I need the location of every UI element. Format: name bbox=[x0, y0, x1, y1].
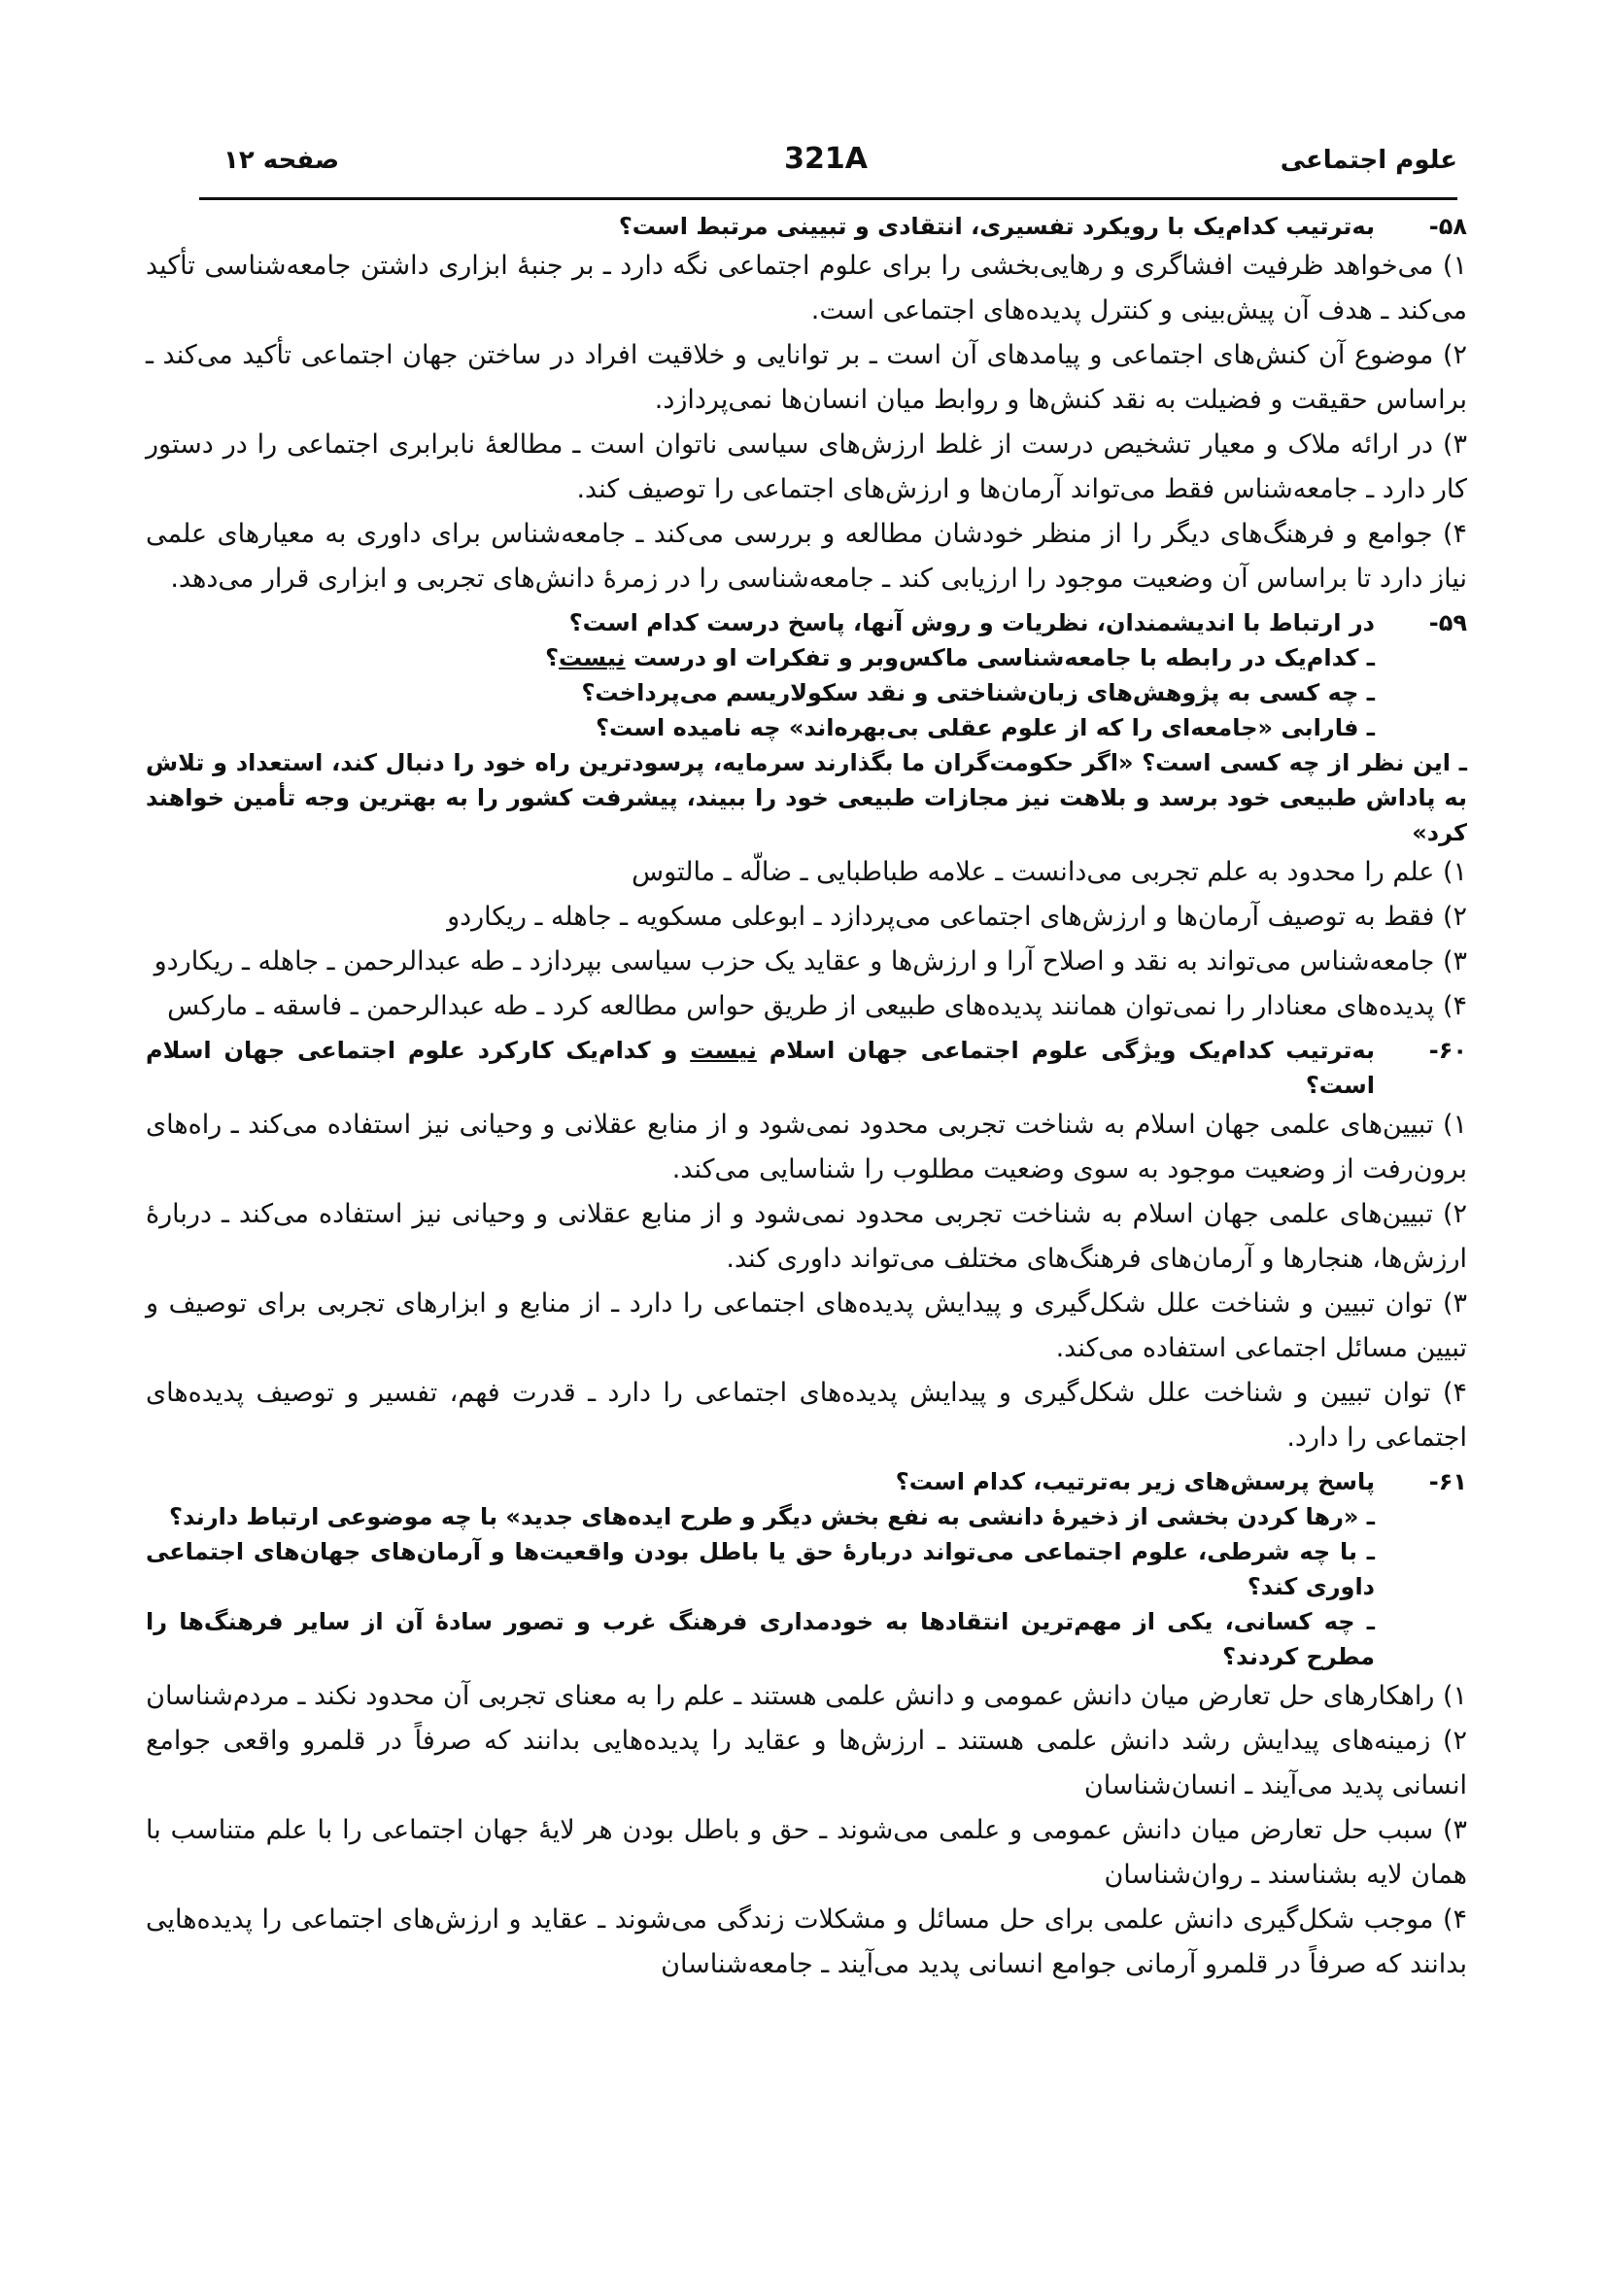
option-1: ۱) علم را محدود به علم تجربی می‌دانست ـ علامه طباطبایی ـ ضالّه ـ مالتوس bbox=[632, 857, 1467, 887]
sub-question-1 bbox=[146, 640, 1375, 675]
questions-container bbox=[146, 209, 1467, 1991]
question-stem bbox=[146, 1033, 1375, 1103]
option-2: ۲) تبیین‌های علمی جهان اسلام به شناخت تجربی محدود نمی‌شود و از منابع عقلانی و وحیانی نیز استفاده می‌کند ـ دربارهٔ ارزش‌ها، هنجارها و آرمان‌های فرهنگ‌های مختلف می‌تواند داوری کند. bbox=[146, 1199, 1467, 1274]
option-2: ۲) زمینه‌های پیدایش رشد دانش علمی هستند ـ ارزش‌ها و عقاید را پدیده‌هایی بدانند که صرفاً در قلمرو واقعی جوامع انسانی پدید می‌آیند ـ انسان‌شناسان bbox=[146, 1726, 1467, 1800]
option-3: ۳) سبب حل تعارض میان دانش عمومی و علمی می‌شوند ـ حق و باطل بودن هر لایهٔ جهان اجتماعی را با علم متناسب با همان لایه بشناسند ـ روان‌شناسان bbox=[146, 1815, 1467, 1890]
question-58 bbox=[146, 209, 1467, 601]
sub-question-1: ـ «رها کردن بخشی از ذخیرهٔ دانشی به نفع بخش دیگر و طرح ایده‌های جدید» با چه موضوعی ارتباط دارند؟ bbox=[169, 1503, 1375, 1530]
sub-question-text: ـ کدام‌یک در رابطه با جامعه‌شناسی ماکس‌وبر و تفکرات او درست bbox=[625, 644, 1375, 671]
question-number: ۶۰- bbox=[1428, 1037, 1467, 1064]
option-4: ۴) توان تبیین و شناخت علل شکل‌گیری و پیدایش پدیده‌های اجتماعی را دارد ـ قدرت فهم، تفسیر و توصیف پدیده‌های اجتماعی را دارد. bbox=[146, 1378, 1467, 1453]
option-3: ۳) جامعه‌شناس می‌تواند به نقد و اصلاح آرا و ارزش‌ها و عقاید یک حزب سیاسی بپردازد ـ طه عبدالرحمن ـ جاهله ـ ریکاردو bbox=[154, 946, 1467, 977]
header-subject: علوم اجتماعی bbox=[1280, 146, 1457, 175]
option-3: ۳) در ارائه ملاک و معیار تشخیص درست از غلط ارزش‌های سیاسی ناتوان است ـ مطالعهٔ نابرابری اجتماعی را در دستور کار دارد ـ جامعه‌شناس فقط می‌تواند آرمان‌ها و ارزش‌های اجتماعی را توصیف کند. bbox=[146, 429, 1467, 504]
option-1: ۱) راهکارهای حل تعارض میان دانش عمومی و دانش علمی هستند ـ علم را به معنای تجربی آن محدود نکند ـ مردم‌شناسان bbox=[146, 1681, 1467, 1711]
option-4: ۴) جوامع و فرهنگ‌های دیگر را از منظر خودشان مطالعه و بررسی می‌کند ـ جامعه‌شناس برای داوری به معیارهای علمی نیاز دارد تا براساس آن وضعیت موجود را ارزیابی کند ـ جامعه‌شناسی را در زمرهٔ دانش‌های تجربی و ابزاری قرار می‌دهد. bbox=[146, 519, 1467, 594]
emphasis-word: نیست bbox=[558, 644, 626, 671]
question-59 bbox=[146, 605, 1467, 1029]
question-stem: به‌ترتیب کدام‌یک با رویکرد تفسیری، انتقادی و تبیینی مرتبط است؟ bbox=[618, 213, 1375, 240]
page-header bbox=[194, 136, 1457, 194]
option-2: ۲) موضوع آن کنش‌های اجتماعی و پیامدهای آن است ـ بر توانایی و خلاقیت افراد در ساختن جهان اجتماعی تأکید می‌کند ـ براساس حقیقت و فضیلت به نقد کنش‌ها و روابط میان انسان‌ها نمی‌پردازد. bbox=[146, 340, 1467, 415]
sub-question-text-end: ؟ bbox=[545, 644, 559, 671]
option-4: ۴) موجب شکل‌گیری دانش علمی برای حل مسائل و مشکلات زندگی می‌شوند ـ عقاید و ارزش‌های اجتماعی را پدیده‌هایی بدانند که صرفاً در قلمرو آرمانی جوامع انسانی پدید می‌آیند ـ جامعه‌شناسان bbox=[146, 1904, 1467, 1979]
sub-question-3: ـ چه کسانی، یکی از مهم‌ترین انتقادها به خودمداری فرهنگ غرب و تصور سادهٔ آن از سایر فرهنگ‌ها را مطرح کردند؟ bbox=[146, 1608, 1375, 1670]
question-61 bbox=[146, 1464, 1467, 1987]
sub-question-2: ـ چه کسی به پژوهش‌های زبان‌شناختی و نقد سکولاریسم می‌پرداخت؟ bbox=[581, 679, 1375, 706]
option-4: ۴) پدیده‌های معنادار را نمی‌توان همانند پدیده‌های طبیعی از طریق حواس مطالعه کرد ـ طه عبدالرحمن ـ فاسقه ـ مارکس bbox=[167, 991, 1467, 1021]
question-number: ۵۹- bbox=[1428, 609, 1467, 636]
option-3: ۳) توان تبیین و شناخت علل شکل‌گیری و پیدایش پدیده‌های اجتماعی را دارد ـ از منابع و ابزارهای تجربی برای توصیف و تبیین مسائل اجتماعی استفاده می‌کند. bbox=[146, 1288, 1467, 1363]
sub-question-2: ـ با چه شرطی، علوم اجتماعی می‌تواند دربارهٔ حق یا باطل بودن واقعیت‌ها و آرمان‌های جهان‌های اجتماعی داوری کند؟ bbox=[146, 1538, 1375, 1600]
stem-text: به‌ترتیب کدام‌یک ویژگی علوم اجتماعی جهان اسلام bbox=[756, 1037, 1375, 1064]
header-page-number: صفحه ۱۲ bbox=[223, 146, 340, 175]
question-number: ۶۱- bbox=[1428, 1468, 1467, 1495]
question-60 bbox=[146, 1033, 1467, 1460]
sub-question-3: ـ فارابی «جامعه‌ای را که از علوم عقلی بی‌بهره‌اند» چه نامیده است؟ bbox=[596, 714, 1375, 741]
option-1: ۱) می‌خواهد ظرفیت افشاگری و رهایی‌بخشی را برای علوم اجتماعی نگه دارد ـ بر جنبهٔ ابزاری داشتن جامعه‌شناسی تأکید می‌کند ـ هدف آن پیش‌بینی و کنترل پدیده‌های اجتماعی است. bbox=[146, 251, 1467, 326]
sub-question-4: ـ این نظر از چه کسی است؟ «اگر حکومت‌گران ما بگذارند سرمایه، پرسودترین راه خود را دنبال کند، استعداد و تلاش به پاداش طبیعی خود برسد و بلاهت نیز مجازات طبیعی خود را ببیند، پیشرفت کشور را به بهترین وجه تأمین خواهند کرد» bbox=[146, 749, 1467, 846]
option-1: ۱) تبیین‌های علمی جهان اسلام به شناخت تجربی محدود نمی‌شود و از منابع عقلانی و وحیانی نیز استفاده می‌کند ـ راه‌های برون‌رفت از وضعیت موجود به سوی وضعیت مطلوب را شناسایی می‌کند. bbox=[146, 1110, 1467, 1184]
question-stem: در ارتباط با اندیشمندان، نظریات و روش آنها، پاسخ درست کدام است؟ bbox=[568, 609, 1375, 636]
header-exam-code: 321A bbox=[784, 142, 868, 176]
option-2: ۲) فقط به توصیف آرمان‌ها و ارزش‌های اجتماعی می‌پردازد ـ ابوعلی مسکویه ـ جاهله ـ ریکاردو bbox=[447, 902, 1467, 932]
question-stem: پاسخ پرسش‌های زیر به‌ترتیب، کدام است؟ bbox=[895, 1468, 1375, 1495]
question-number: ۵۸- bbox=[1428, 213, 1467, 240]
emphasis-word: نیست bbox=[690, 1037, 757, 1064]
stem-text-end: و کدام‌یک کارکرد علوم اجتماعی جهان اسلام است؟ bbox=[146, 1037, 1375, 1099]
header-divider bbox=[199, 197, 1457, 200]
